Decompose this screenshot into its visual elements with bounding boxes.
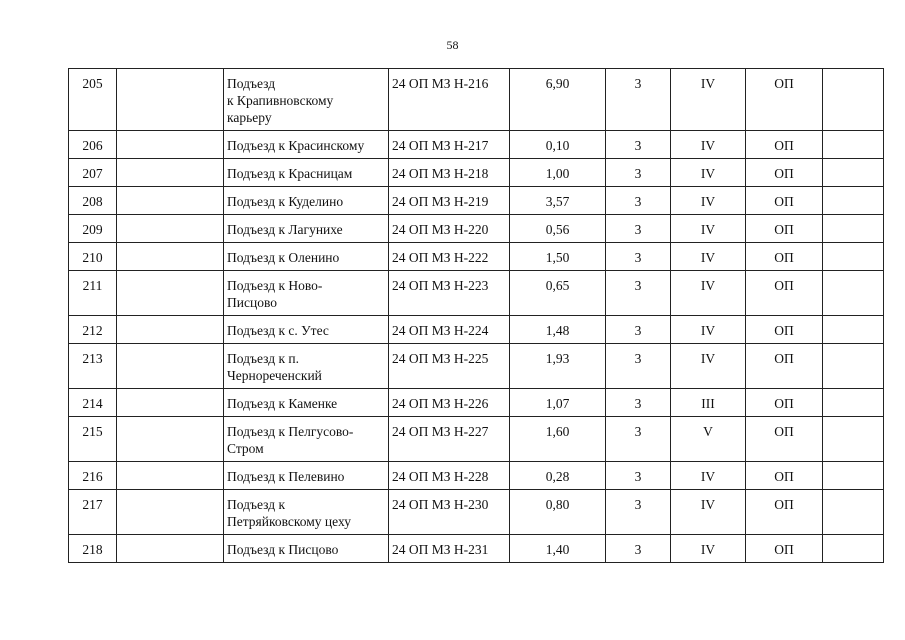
extra-cell bbox=[823, 271, 884, 316]
road-name: Подъезд к Лагунихе bbox=[224, 215, 389, 243]
road-name: Подъезд к Крапивновскому карьеру bbox=[224, 69, 389, 131]
road-code: 24 ОП МЗ Н-224 bbox=[389, 316, 510, 344]
road-type: ОП bbox=[746, 462, 823, 490]
row-number: 211 bbox=[69, 271, 117, 316]
extra-cell bbox=[823, 490, 884, 535]
roads-table bbox=[68, 68, 884, 563]
road-lanes: 3 bbox=[606, 131, 671, 159]
table-row bbox=[69, 417, 884, 462]
road-code: 24 ОП МЗ Н-227 bbox=[389, 417, 510, 462]
road-type: ОП bbox=[746, 243, 823, 271]
road-name: Подъезд к Каменке bbox=[224, 389, 389, 417]
road-category: V bbox=[671, 417, 746, 462]
road-category: IV bbox=[671, 271, 746, 316]
road-name: Подъезд к Оленино bbox=[224, 243, 389, 271]
road-category: IV bbox=[671, 131, 746, 159]
road-code: 24 ОП МЗ Н-218 bbox=[389, 159, 510, 187]
extra-cell bbox=[823, 131, 884, 159]
road-length: 0,65 bbox=[510, 271, 606, 316]
table-row bbox=[69, 344, 884, 389]
road-lanes: 3 bbox=[606, 159, 671, 187]
row-number: 205 bbox=[69, 69, 117, 131]
blank-cell bbox=[117, 131, 224, 159]
row-number: 213 bbox=[69, 344, 117, 389]
road-type: ОП bbox=[746, 69, 823, 131]
table-row bbox=[69, 490, 884, 535]
table-row bbox=[69, 159, 884, 187]
road-name: Подъезд к п. Чернореченский bbox=[224, 344, 389, 389]
road-type: ОП bbox=[746, 490, 823, 535]
table-row bbox=[69, 243, 884, 271]
road-lanes: 3 bbox=[606, 215, 671, 243]
extra-cell bbox=[823, 316, 884, 344]
road-type: ОП bbox=[746, 215, 823, 243]
table-row bbox=[69, 535, 884, 563]
table-row bbox=[69, 389, 884, 417]
table-row bbox=[69, 69, 884, 131]
row-number: 210 bbox=[69, 243, 117, 271]
road-code: 24 ОП МЗ Н-222 bbox=[389, 243, 510, 271]
extra-cell bbox=[823, 159, 884, 187]
road-length: 1,48 bbox=[510, 316, 606, 344]
extra-cell bbox=[823, 462, 884, 490]
road-name: Подъезд к Писцово bbox=[224, 535, 389, 563]
road-lanes: 3 bbox=[606, 243, 671, 271]
road-name: Подъезд к Петряйковскому цеху bbox=[224, 490, 389, 535]
row-number: 216 bbox=[69, 462, 117, 490]
road-category: IV bbox=[671, 187, 746, 215]
blank-cell bbox=[117, 243, 224, 271]
road-lanes: 3 bbox=[606, 417, 671, 462]
road-lanes: 3 bbox=[606, 271, 671, 316]
road-length: 0,28 bbox=[510, 462, 606, 490]
roads-table-body bbox=[69, 69, 884, 563]
row-number: 214 bbox=[69, 389, 117, 417]
road-code: 24 ОП МЗ Н-225 bbox=[389, 344, 510, 389]
road-category: IV bbox=[671, 316, 746, 344]
row-number: 215 bbox=[69, 417, 117, 462]
blank-cell bbox=[117, 389, 224, 417]
road-type: ОП bbox=[746, 344, 823, 389]
road-category: IV bbox=[671, 69, 746, 131]
road-lanes: 3 bbox=[606, 462, 671, 490]
road-length: 3,57 bbox=[510, 187, 606, 215]
row-number: 212 bbox=[69, 316, 117, 344]
road-name: Подъезд к Пелгусово- Стром bbox=[224, 417, 389, 462]
road-lanes: 3 bbox=[606, 187, 671, 215]
blank-cell bbox=[117, 535, 224, 563]
road-code: 24 ОП МЗ Н-231 bbox=[389, 535, 510, 563]
road-name: Подъезд к с. Утес bbox=[224, 316, 389, 344]
road-category: IV bbox=[671, 243, 746, 271]
road-name: Подъезд к Красницам bbox=[224, 159, 389, 187]
row-number: 208 bbox=[69, 187, 117, 215]
extra-cell bbox=[823, 344, 884, 389]
extra-cell bbox=[823, 243, 884, 271]
extra-cell bbox=[823, 417, 884, 462]
road-length: 6,90 bbox=[510, 69, 606, 131]
road-length: 1,07 bbox=[510, 389, 606, 417]
page-number: 58 bbox=[446, 38, 459, 52]
road-lanes: 3 bbox=[606, 535, 671, 563]
table-row bbox=[69, 316, 884, 344]
blank-cell bbox=[117, 462, 224, 490]
table-row bbox=[69, 187, 884, 215]
road-type: ОП bbox=[746, 159, 823, 187]
blank-cell bbox=[117, 187, 224, 215]
road-code: 24 ОП МЗ Н-219 bbox=[389, 187, 510, 215]
extra-cell bbox=[823, 535, 884, 563]
road-name: Подъезд к Ново- Писцово bbox=[224, 271, 389, 316]
blank-cell bbox=[117, 316, 224, 344]
road-code: 24 ОП МЗ Н-228 bbox=[389, 462, 510, 490]
road-category: IV bbox=[671, 215, 746, 243]
table-row bbox=[69, 271, 884, 316]
road-lanes: 3 bbox=[606, 490, 671, 535]
road-length: 1,40 bbox=[510, 535, 606, 563]
road-length: 1,50 bbox=[510, 243, 606, 271]
table-row bbox=[69, 131, 884, 159]
road-type: ОП bbox=[746, 271, 823, 316]
road-length: 1,00 bbox=[510, 159, 606, 187]
road-name: Подъезд к Пелевино bbox=[224, 462, 389, 490]
road-name: Подъезд к Красинскому bbox=[224, 131, 389, 159]
road-code: 24 ОП МЗ Н-216 bbox=[389, 69, 510, 131]
road-category: IV bbox=[671, 344, 746, 389]
road-name: Подъезд к Куделино bbox=[224, 187, 389, 215]
road-type: ОП bbox=[746, 187, 823, 215]
extra-cell bbox=[823, 187, 884, 215]
table-row bbox=[69, 462, 884, 490]
extra-cell bbox=[823, 389, 884, 417]
road-code: 24 ОП МЗ Н-230 bbox=[389, 490, 510, 535]
row-number: 218 bbox=[69, 535, 117, 563]
blank-cell bbox=[117, 490, 224, 535]
row-number: 207 bbox=[69, 159, 117, 187]
blank-cell bbox=[117, 69, 224, 131]
road-code: 24 ОП МЗ Н-226 bbox=[389, 389, 510, 417]
road-category: IV bbox=[671, 535, 746, 563]
road-code: 24 ОП МЗ Н-223 bbox=[389, 271, 510, 316]
road-length: 0,80 bbox=[510, 490, 606, 535]
road-length: 0,56 bbox=[510, 215, 606, 243]
road-lanes: 3 bbox=[606, 389, 671, 417]
road-lanes: 3 bbox=[606, 316, 671, 344]
extra-cell bbox=[823, 69, 884, 131]
road-lanes: 3 bbox=[606, 69, 671, 131]
road-length: 1,60 bbox=[510, 417, 606, 462]
road-type: ОП bbox=[746, 417, 823, 462]
road-length: 1,93 bbox=[510, 344, 606, 389]
blank-cell bbox=[117, 215, 224, 243]
blank-cell bbox=[117, 344, 224, 389]
road-type: ОП bbox=[746, 316, 823, 344]
row-number: 206 bbox=[69, 131, 117, 159]
extra-cell bbox=[823, 215, 884, 243]
row-number: 217 bbox=[69, 490, 117, 535]
road-category: IV bbox=[671, 159, 746, 187]
road-type: ОП bbox=[746, 389, 823, 417]
road-type: ОП bbox=[746, 535, 823, 563]
blank-cell bbox=[117, 159, 224, 187]
blank-cell bbox=[117, 271, 224, 316]
road-category: III bbox=[671, 389, 746, 417]
road-category: IV bbox=[671, 462, 746, 490]
road-length: 0,10 bbox=[510, 131, 606, 159]
road-type: ОП bbox=[746, 131, 823, 159]
road-lanes: 3 bbox=[606, 344, 671, 389]
road-category: IV bbox=[671, 490, 746, 535]
road-code: 24 ОП МЗ Н-220 bbox=[389, 215, 510, 243]
row-number: 209 bbox=[69, 215, 117, 243]
table-row bbox=[69, 215, 884, 243]
blank-cell bbox=[117, 417, 224, 462]
road-code: 24 ОП МЗ Н-217 bbox=[389, 131, 510, 159]
